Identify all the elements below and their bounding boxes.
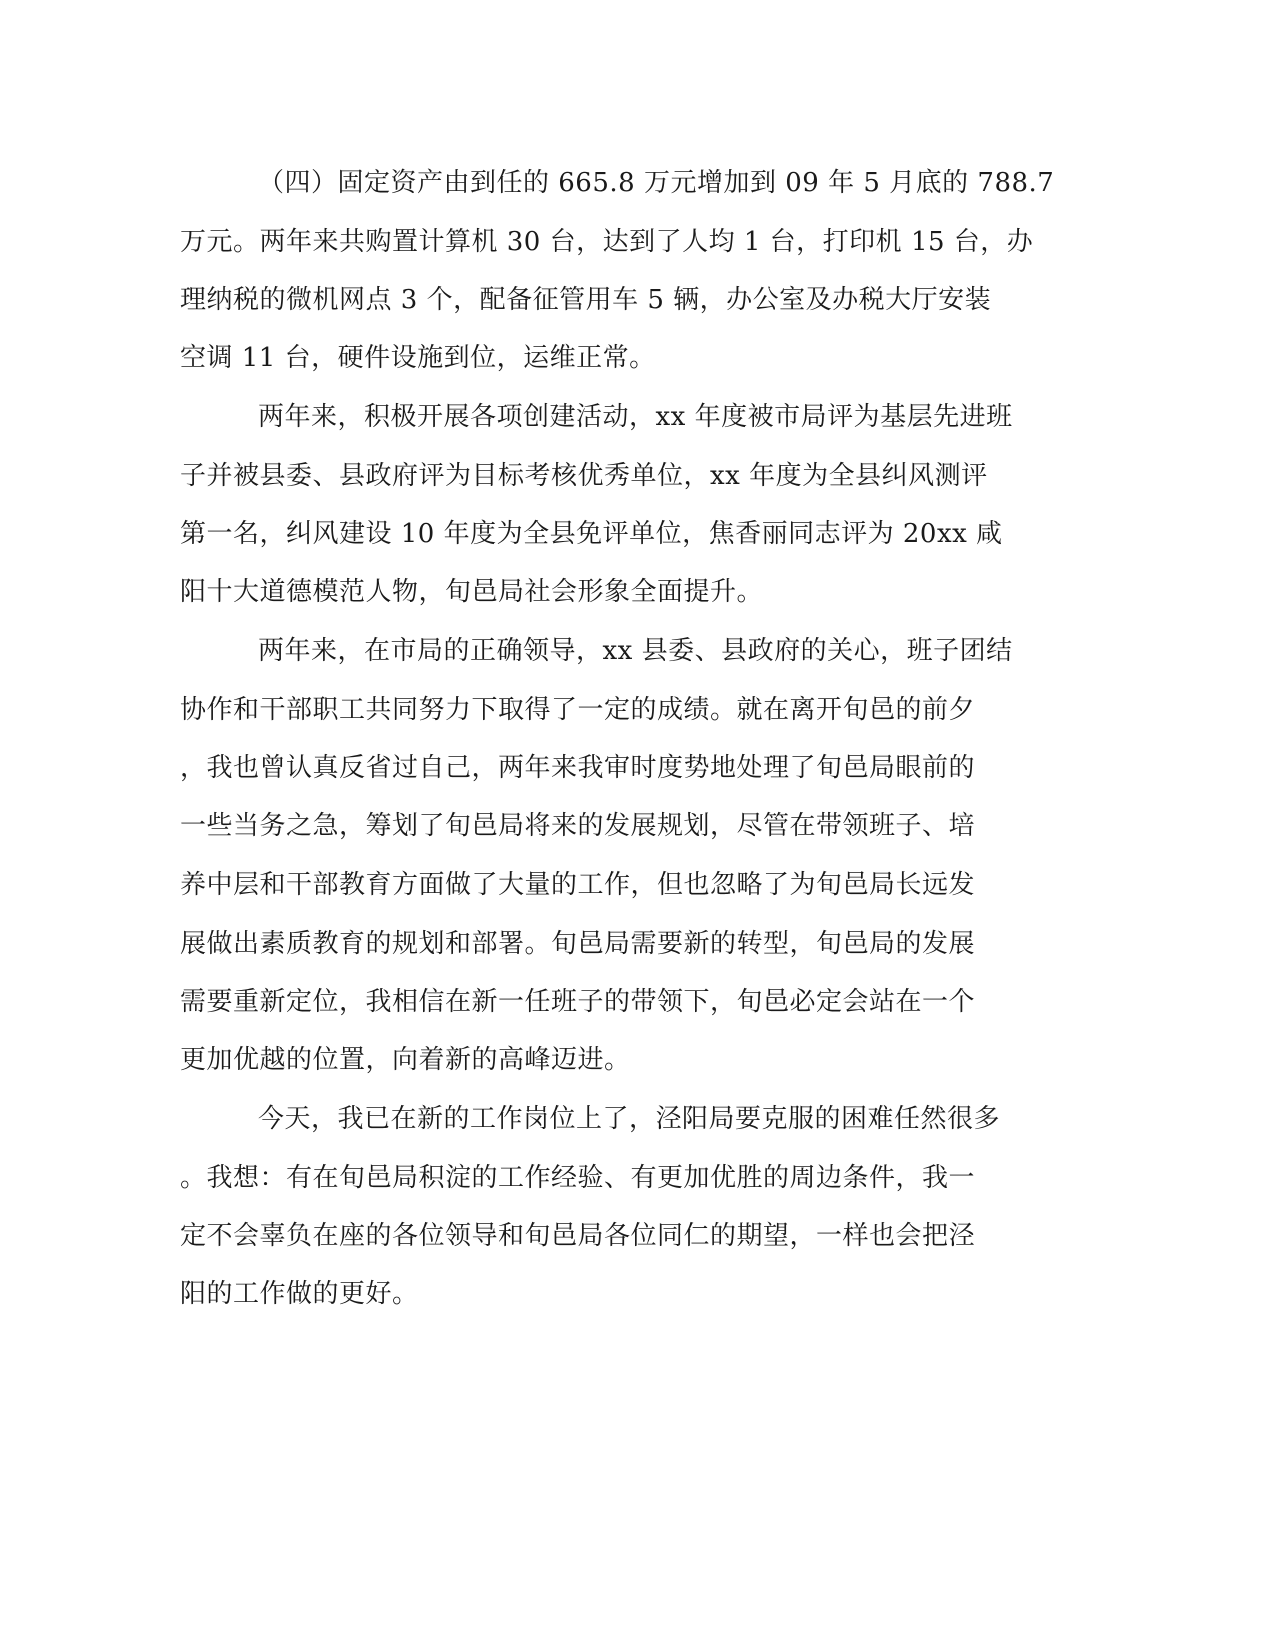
- text-line-9: 两年来，在市局的正确领导，xx 县委、县政府的关心，班子团结: [258, 636, 1013, 666]
- text-line-12: 一些当务之急，筹划了旬邑局将来的发展规划，尽管在带领班子、培: [180, 811, 976, 841]
- text-line-1: （四）固定资产由到任的 665.8 万元增加到 09 年 5 月底的 788.7: [258, 168, 1055, 198]
- text-line-15: 需要重新定位，我相信在新一任班子的带领下，旬邑必定会站在一个: [180, 987, 976, 1017]
- text-line-11: ，我也曾认真反省过自己，两年来我审时度势地处理了旬邑局眼前的: [180, 753, 976, 783]
- text-line-14: 展做出素质教育的规划和部署。旬邑局需要新的转型，旬邑局的发展: [180, 929, 976, 959]
- text-line-16: 更加优越的位置，向着新的高峰迈进。: [180, 1045, 631, 1075]
- text-line-2: 万元。两年来共购置计算机 30 台，达到了人均 1 台，打印机 15 台，办: [180, 227, 1034, 257]
- text-line-3: 理纳税的微机网点 3 个，配备征管用车 5 辆，办公室及办税大厅安装: [180, 285, 992, 315]
- text-line-13: 养中层和干部教育方面做了大量的工作，但也忽略了为旬邑局长远发: [180, 870, 976, 900]
- text-line-19: 定不会辜负在座的各位领导和旬邑局各位同仁的期望，一样也会把泾: [180, 1221, 976, 1251]
- text-line-20: 阳的工作做的更好。: [180, 1279, 419, 1309]
- text-line-17: 今天，我已在新的工作岗位上了，泾阳局要克服的困难任然很多: [258, 1104, 1001, 1134]
- text-line-7: 第一名，纠风建设 10 年度为全县免评单位，焦香丽同志评为 20xx 咸: [180, 519, 1003, 549]
- text-line-18: 。我想：有在旬邑局积淀的工作经验、有更加优胜的周边条件，我一: [180, 1163, 976, 1193]
- text-line-8: 阳十大道德模范人物，旬邑局社会形象全面提升。: [180, 577, 764, 607]
- text-line-10: 协作和干部职工共同努力下取得了一定的成绩。就在离开旬邑的前夕: [180, 695, 976, 725]
- text-line-4: 空调 11 台，硬件设施到位，运维正常。: [180, 343, 656, 373]
- text-line-6: 子并被县委、县政府评为目标考核优秀单位，xx 年度为全县纠风测评: [180, 461, 988, 491]
- text-line-5: 两年来，积极开展各项创建活动，xx 年度被市局评为基层先进班: [258, 402, 1013, 432]
